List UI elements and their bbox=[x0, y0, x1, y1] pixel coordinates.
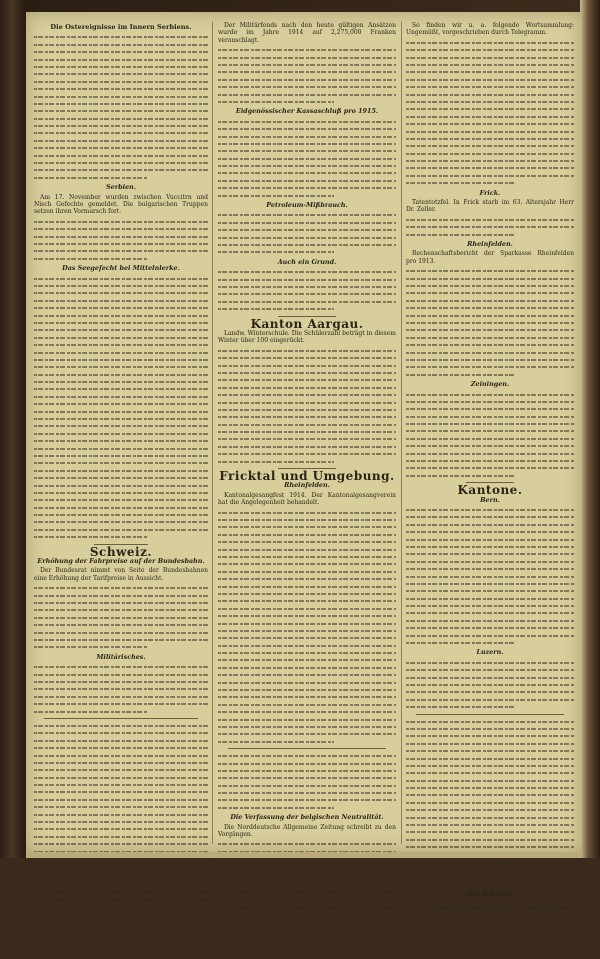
subheading-luzern: Luzern. bbox=[476, 648, 504, 657]
paragraph: So finden wir u. a. folgende Wortsammlung: Ungemüßt, vorgeschrieben durch Telegramm. bbox=[406, 22, 574, 37]
text-block bbox=[218, 211, 396, 255]
column-right bbox=[406, 22, 574, 898]
text-block bbox=[218, 840, 396, 958]
subheading-petroleum: Petroleum-Mißbrauch. bbox=[266, 201, 348, 210]
column-rule bbox=[212, 22, 213, 844]
column-rule bbox=[401, 22, 402, 844]
text-block bbox=[406, 267, 574, 378]
text-block bbox=[34, 722, 208, 959]
text-block bbox=[34, 218, 208, 262]
paragraph: Tatentotzfel. In Frick starb im 63. Altersjahr Herr Dr. Zeller. bbox=[406, 199, 574, 214]
headline-serbia: Die Ostereignisse im Innern Serbiens. bbox=[50, 23, 192, 31]
text-block bbox=[406, 659, 574, 711]
divider bbox=[44, 718, 198, 719]
subheading-rheinfelden-right: Rheinfelden. bbox=[467, 240, 513, 249]
subheading-militaerisches: Militärisches. bbox=[96, 652, 146, 661]
section-title-fricktal: Fricktal und Umgebung. bbox=[219, 469, 395, 484]
section-title-aargau: Kanton Aargau. bbox=[250, 316, 364, 331]
text-block bbox=[218, 268, 396, 312]
subheading-seegefecht: Das Seegefecht bei Mittelnlerke. bbox=[62, 264, 180, 273]
divider bbox=[228, 748, 386, 749]
paragraph: Rechenschaftsbericht der Sparkasse Rheinfelden pro 1913. bbox=[406, 250, 574, 265]
section-title-schweiz: Schweiz. bbox=[89, 544, 153, 559]
subheading-fahrpreise: Erhöhung der Fahrpreise auf der Bundesbahn. bbox=[37, 557, 205, 566]
subheading-frick: Frick. bbox=[479, 188, 501, 197]
paragraph: Der Militärfonds nach den heute gültigen Ansätzen wurde im Jahre 1914 auf 2,275,000 Franken veranschlagt. bbox=[218, 22, 396, 44]
text-block bbox=[34, 663, 208, 715]
paragraph: Die Norddeutsche Allgemeine Zeitung schreibt zu den Vorgängen. bbox=[218, 823, 396, 839]
page-bottom-edge bbox=[26, 852, 582, 858]
text-block bbox=[34, 584, 208, 651]
paragraph: Der Bundesrat nimmt von Seite der Bundesbahnen eine Erhöhung der Tarifpreise in Aussicht. bbox=[34, 567, 208, 582]
subheading-neutralitaet: Die Verfassung der belgischen Neutralität. bbox=[230, 813, 384, 822]
newspaper-page bbox=[26, 12, 582, 898]
text-block bbox=[406, 391, 574, 480]
section-title-kantone: Kantone. bbox=[457, 483, 523, 498]
text-block bbox=[406, 900, 574, 930]
subheading-rheinfelden: Rheinfelden. bbox=[284, 481, 330, 490]
text-block bbox=[218, 347, 396, 465]
text-block bbox=[218, 46, 396, 105]
subheading-kassaschluss: Eidgenössischer Kassaschluß pro 1915. bbox=[235, 107, 379, 116]
subheading-serbien: Serbien. bbox=[106, 183, 136, 192]
text-block bbox=[34, 33, 208, 181]
paragraph: Kantonalgesangfest 1914. Der Kantonalgesangverein hat die Angelegenheit behandelt. bbox=[218, 491, 396, 507]
column-middle bbox=[218, 22, 396, 844]
paragraph: Landw. Winterschule. Die Schülerzahl beträgt in diesem Winter über 100 eingerückt. bbox=[218, 329, 396, 345]
text-block bbox=[406, 506, 574, 646]
subheading-grund: Auch ein Grund. bbox=[277, 257, 337, 266]
subheading-zeiningen: Zeiningen. bbox=[470, 380, 510, 389]
text-block bbox=[34, 275, 208, 541]
text-block bbox=[218, 509, 396, 746]
column-left bbox=[34, 22, 208, 844]
text-block bbox=[406, 216, 574, 238]
text-block bbox=[406, 39, 574, 187]
text-block bbox=[218, 118, 396, 199]
text-block bbox=[406, 718, 574, 888]
subheading-bern: Bern. bbox=[480, 495, 500, 504]
divider bbox=[416, 714, 564, 715]
subheading-schweiz: Die Schweiz. bbox=[467, 889, 513, 898]
text-block bbox=[218, 752, 396, 811]
page-edge bbox=[580, 0, 600, 858]
paragraph: Am 17. November wurden zwischen Vuccitrn und Nisch Gefechte gemeldet. Die bulgarischen Truppen setzen ihren Vormarsch fort. bbox=[34, 193, 208, 216]
